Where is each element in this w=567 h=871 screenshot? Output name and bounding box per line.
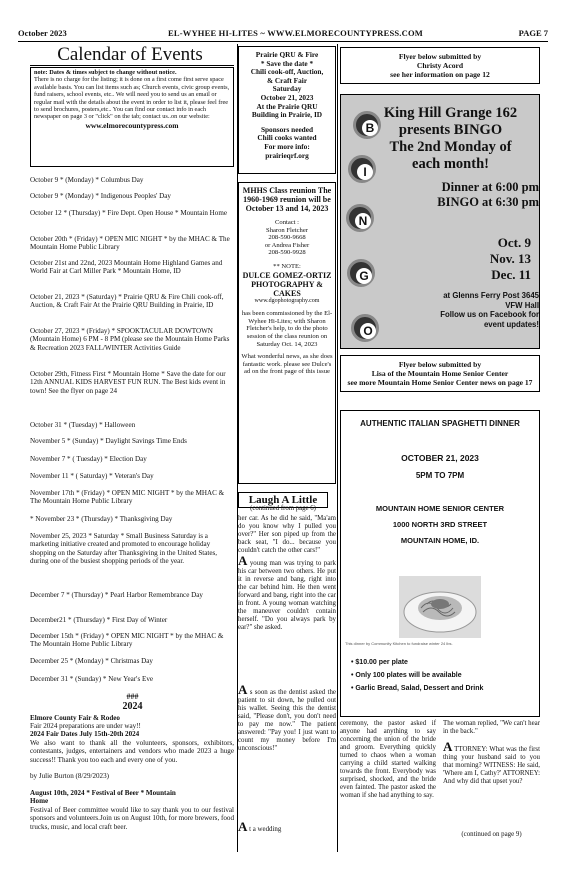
bingo-dates (401, 235, 531, 283)
bingo-time-line: BINGO at 6:30 pm (437, 195, 539, 209)
calendar-event: November 11 * ( Saturday) * Veteran's Day (30, 472, 154, 480)
dinner-bullet: • Garlic Bread, Salad, Dessert and Drink (351, 685, 484, 692)
reunion-body: What wonderful news, as she does fantastic work. please see Dulce's ad on the front page of this issue (241, 353, 333, 376)
joke-body: young man was trying to park his car between two others. He put it in reverse and bang, right into the car behind him. He then went forward and bang, right into the car in front. A young woman watching the maneuver couldn't contain herself. "Do you always park by ear?" she asked. (238, 560, 337, 631)
joke-text: ceremony, the pastor asked if anyone had anything to say concerning the union of the bride and groom. Everything quickly turned to chaos when a woman carrying a child started walking towards the front. Everybody was surprised, shocked, and the bride even fainted. The pastor asked the woman if she had anything to say. (340, 720, 436, 799)
photo-caption: This dinner by Community Kitchen to fundraise winter 24 lbs. (345, 641, 453, 646)
prairie-line: Chili cooks wanted (257, 133, 317, 143)
laugh-title: Laugh A Little (238, 492, 328, 508)
beer-title: August 10th, 2024 * Festival of Beer * Mountain Home (30, 789, 176, 806)
bingo-date: Nov. 13 (489, 251, 531, 266)
joke-text (443, 739, 540, 786)
photographer-url[interactable]: www.dgophotography.com (254, 297, 320, 304)
calendar-event: November 25, 2023 * Saturday * Small Business Saturday is a marketing initiative created and promoted to encourage holiday shopping on the Saturday after Thanksgiving in the United States, during one of the busiest shopping periods of the year. (30, 532, 218, 565)
calendar-event: December 7 * (Thursday) * Pearl Harbor Remembrance Day (30, 591, 203, 599)
bingo-ball (351, 314, 379, 342)
calendar-event: October 12 * (Thursday) * Fire Dept. Open House * Mountain Home (30, 209, 228, 217)
reunion-box (238, 182, 336, 484)
flyer-credit-name: Christy Acord (416, 61, 464, 70)
contact-line: 208-590-9668 (268, 234, 306, 242)
bingo-date: Dec. 11 (491, 267, 531, 282)
note-heading: note: Dates & times subject to change without notice. (34, 69, 177, 76)
bullet-text: Garlic Bread, Salad, Dessert and Drink (355, 685, 484, 692)
reunion-body: has been commissioned by the El-Wyhee Hi-Lites; with Sharon Fletcher's help, to do the photo session of the class reunion on Saturday Oct. 14, 2023 (241, 310, 333, 348)
calendar-event: November 7 * ( Tuesday) * Election Day (30, 455, 147, 463)
note-body: There is no charge for the listing; it is done on a first come first serve space available basis. You can list items such as; Church events, civic group events, fund raisers, school events, etc.. We will need you to send us an email or regular mail with the details about the event in order to list it, please feel free to send brochures, posters,etc.. You can find our contact info in each newspaper on page 3 or "click" on the tab; contact us..on our website: (34, 76, 230, 121)
drop-cap: A (443, 739, 453, 754)
calendar-event: October 27, 2023 * (Friday) * SPOOKTACULAR DOWTOWN (Mountain Home) 6 PM - 8 PM (please see the Mountain Home Parks & Recreation 2023 FALL/WINTER Activities Guide (30, 327, 230, 352)
calendar-title: Calendar of Events (57, 44, 203, 65)
bingo-ball (353, 111, 381, 139)
flyer-credit-box (340, 47, 540, 84)
continued-note: (continued on page 9) (461, 831, 522, 838)
bingo-headline-line: King Hill Grange 162 (383, 105, 518, 121)
bingo-letter: N (355, 213, 371, 229)
calendar-event: November 5 * (Sunday) * Daylight Savings Time Ends (30, 437, 187, 445)
calendar-event: October 21, 2023 * (Saturday) * Prairie QRU & Fire Chili cook-off, Auction, & Craft Fair At the Prairie QRU Building in Prairie, ID (30, 293, 224, 310)
bingo-headline-line: each month! (412, 156, 489, 172)
contact-line: 208-590-9928 (268, 249, 306, 257)
year-heading: 2024 (122, 701, 143, 712)
calendar-note (30, 67, 234, 167)
fair-signature: by Julie Burton (8/29/2023) (30, 772, 110, 780)
fair-dates: 2024 Fair Dates July 15th-20th 2024 (30, 730, 140, 738)
bingo-letter: I (357, 164, 373, 180)
bingo-location (381, 291, 539, 329)
bingo-ball (346, 204, 374, 232)
contact-line: or Andrea Fisher (264, 241, 310, 249)
calendar-event (30, 370, 235, 395)
photographer-name: DULCE GOMEZ-ORTIZ PHOTOGRAPHY & CAKES (242, 270, 332, 298)
calendar-event: October 9 * (Monday) * Columbus Day (30, 176, 144, 184)
title-rule (30, 65, 234, 66)
flyer-credit-ref: see her information on page 12 (390, 70, 490, 79)
bingo-balls (345, 109, 381, 349)
prairie-line: October 21, 2023 (260, 92, 314, 102)
joke-body: s soon as the dentist asked the patient to sit down, he pulled out his wallet. Seeing this the dentist said, "Please don't, you don't need to pay me now." The patient answered: "Pay you! I just want to count my money before I'm unconscious!" (238, 689, 336, 752)
drop-cap: A (238, 682, 248, 697)
joke-body: TTORNEY: What was the first thing your husband said to you that morning? WITNESS: He said, 'Where am I, Cathy?' ATTORNEY: And why did that upset you? (443, 746, 540, 785)
fair-line: Fair 2024 preparations are under way!! (30, 722, 141, 730)
prairie-line: Building in Prairie, ID (251, 110, 323, 120)
bingo-location-line: event updates! (483, 319, 539, 329)
calendar-event: December 25 * (Monday) * Christmas Day (30, 657, 153, 665)
prairie-line: Chili cook-off, Auction, (250, 67, 324, 77)
flyer-credit-ref: see more Mountain Home Senior Center news on page 17 (347, 378, 533, 387)
flyer-credit-box (340, 355, 540, 392)
prairie-line: At the Prairie QRU (256, 101, 318, 111)
dinner-title: AUTHENTIC ITALIAN SPAGHETTI DINNER (360, 419, 520, 428)
publication-title: EL-WYHEE HI-LITES ~ WWW.ELMORECOUNTYPRESS.COM (168, 28, 424, 38)
page-number: PAGE 7 (518, 28, 548, 38)
dinner-bullet: • $10.00 per plate (351, 659, 408, 666)
contact-line: Contact : (275, 219, 299, 226)
bullet-text: Only 100 plates will be available (355, 672, 462, 679)
calendar-event: October 20th * (Friday) * OPEN MIC NIGHT * by the MHAC & The Mountain Home Public Library (30, 235, 230, 252)
bingo-letter: O (360, 323, 376, 339)
prairie-line: Prairie QRU & Fire (255, 50, 319, 59)
spaghetti-dinner-flyer (340, 410, 540, 717)
bingo-flyer (340, 94, 540, 349)
laugh-subtitle: (continued from page 6) (250, 505, 316, 512)
beer-body: Festival of Beer committee would like to say thank you to our festival sponsors and volunteers.Join us on August 10th, for more brewers, food trucks, music, and local craft beer. (30, 806, 234, 831)
spaghetti-photo (399, 576, 481, 638)
bingo-ball (347, 259, 375, 287)
joke-text: The woman replied, "We can't hear in the back." (443, 720, 540, 735)
dinner-place: MOUNTAIN HOME SENIOR CENTER (375, 504, 505, 513)
bingo-times (391, 180, 539, 210)
calendar-event: December 15th * (Friday) * OPEN MIC NIGHT * by the MHAC & The Mountain Home Public Library (30, 632, 224, 649)
prairie-line: * Save the date * (260, 58, 314, 68)
bingo-location-line: Follow us on Facebook for (440, 310, 539, 319)
bingo-location-line: VFW Hall (505, 300, 539, 310)
joke-text (238, 819, 336, 834)
bingo-time-line: Dinner at 6:00 pm (441, 180, 539, 194)
dinner-bullet: • Only 100 plates will be available (351, 672, 462, 679)
drop-cap: A (238, 553, 248, 568)
event-text: October 29th, Fitness First * Mountain Home * Save the date for our 12th ANNUAL KIDS HARVEST FUN RUN. The Best kids event in town! See the flyer on page 24 (30, 370, 226, 395)
dinner-details (351, 656, 536, 695)
calendar-event: October 9 * (Monday) * Indigenous Peoples' Day (30, 192, 171, 200)
calendar-event: October 21st and 22nd, 2023 Mountain Home Highland Games and World Fair at Carl Miller Park * Mountain Home, ID (30, 259, 223, 276)
bingo-letter: G (356, 268, 372, 284)
contact-line: Sharon Fletcher (266, 226, 308, 234)
bingo-headline-line: The 2nd Monday of (389, 139, 512, 155)
dinner-address: 1000 NORTH 3RD STREET (392, 520, 488, 529)
reunion-title: MHHS Class reunion The 1960-1969 reunion will be October 13 and 14, 2023 (242, 186, 332, 213)
fair-body: We also want to thank all the volunteers, sponsors, exhibitors, contestants, judges, entertainers and vendors who made 2023 a huge success!! Thank you too each and every one of you. (30, 739, 234, 764)
drop-cap: A (238, 819, 248, 834)
separator: ### (126, 692, 139, 701)
prairie-line: & Craft Fair (266, 75, 308, 85)
flyer-credit-line: Flyer below submitted by (398, 52, 482, 61)
bingo-date: Oct. 9 (497, 235, 531, 250)
flyer-credit-name: Lisa of the Mountain Home Senior Center (371, 369, 509, 378)
note-heading: ** NOTE: (273, 262, 301, 270)
prairie-line: Sponsors needed (260, 124, 314, 134)
calendar-event: * November 23 * (Thursday) * Thanksgiving Day (30, 515, 173, 523)
calendar-event: November 17th * (Friday) * OPEN MIC NIGHT * by the MHAC & The Mountain Home Public Library (30, 489, 225, 506)
joke-text (238, 553, 337, 632)
bullet-text: $10.00 per plate (355, 659, 408, 666)
bingo-headline-line: presents BINGO (398, 122, 503, 138)
joke-text: her car. As he did he said, "Ma'am do you know why I pulled you over?" Her son piped up from the back seat, "I do... because you couldn't catch the other cars!" (238, 515, 336, 554)
prairie-line: Saturday (272, 84, 302, 94)
flyer-credit-line: Flyer below submitted by (398, 360, 482, 369)
fair-title: Elmore County Fair & Rodeo (30, 714, 120, 722)
bingo-ball (348, 155, 376, 183)
calendar-event: December21 * (Thursday) * First Day of Winter (30, 616, 168, 624)
calendar-event: December 31 * (Sunday) * New Year's Eve (30, 675, 154, 683)
bingo-headline (363, 105, 538, 173)
note-url[interactable]: www.elmorecountypress.com (85, 120, 179, 130)
column-divider (337, 44, 338, 852)
bingo-location-line: at Glenns Ferry Post 3645 (443, 291, 539, 300)
issue-date: October 2023 (18, 28, 67, 38)
dinner-date: OCTOBER 21, 2023 (401, 453, 479, 463)
prairie-qru-box (238, 46, 336, 174)
dinner-city: MOUNTAIN HOME, ID. (400, 536, 480, 545)
joke-text (238, 682, 336, 753)
dinner-time: 5PM TO 7PM (415, 471, 465, 480)
calendar-event: October 31 * (Tuesday) * Halloween (30, 421, 136, 429)
joke-body: t a wedding (249, 826, 282, 833)
prairie-url[interactable]: prairieqrf.org (265, 150, 309, 160)
bingo-letter: B (362, 120, 378, 136)
page-header (18, 28, 548, 42)
prairie-line: For more info: (264, 141, 310, 151)
